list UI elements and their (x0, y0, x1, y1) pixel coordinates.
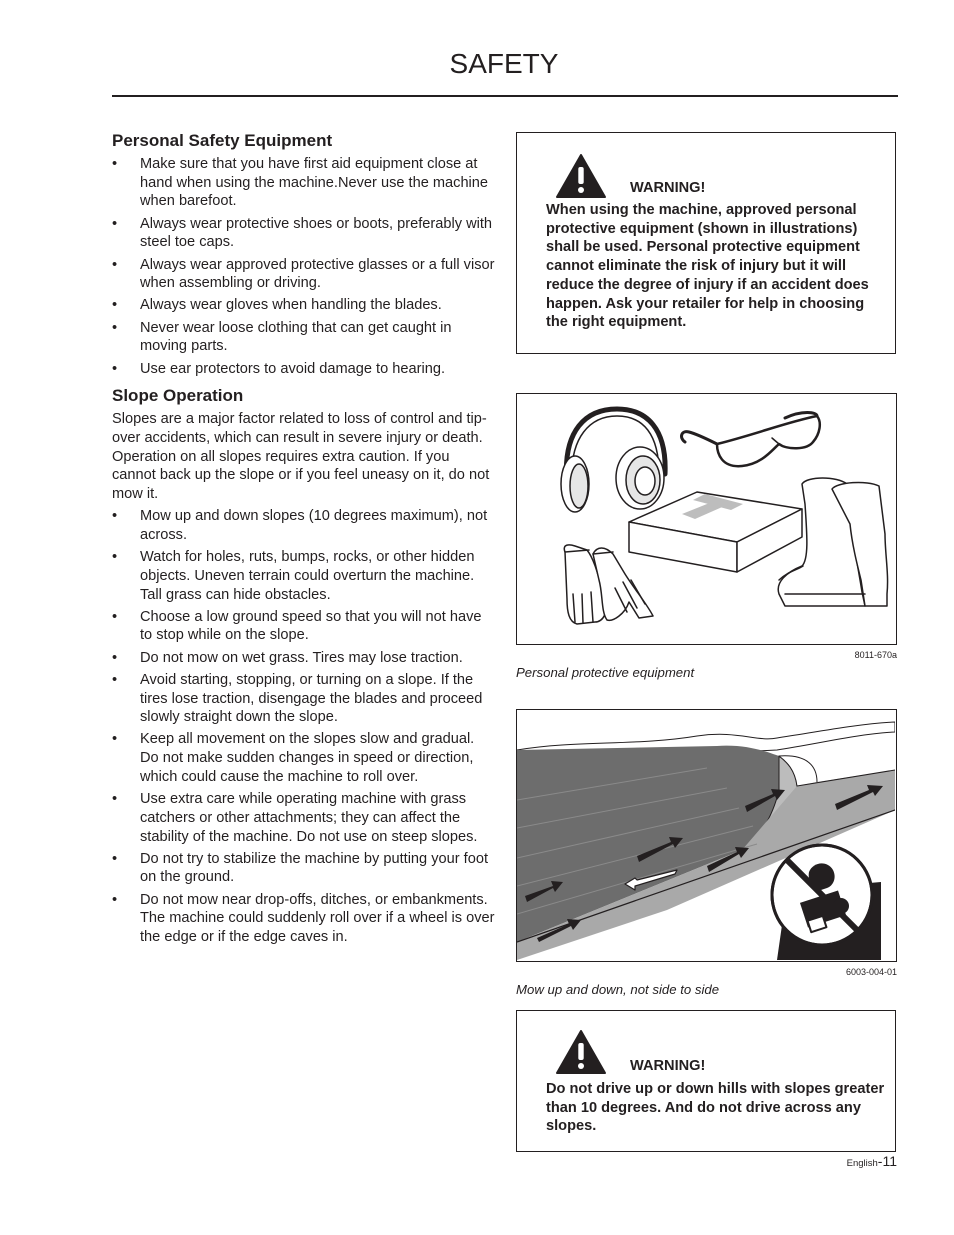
left-column (112, 131, 496, 950)
list-item: • Choose a low ground speed so that you will not have to stop while on the slope. (112, 608, 496, 645)
safety-glasses-icon (682, 413, 820, 467)
list-item: • Use ear protectors to avoid damage to hearing. (112, 360, 496, 379)
list-item: • Do not try to stabilize the machine by putting your foot on the ground. (112, 850, 496, 887)
slope-operation-intro: Slopes are a major factor related to loss of control and tip-over accidents, which can result in severe injury or death. Operation on all slopes requires extra caution. If you cannot back up the slope or if you feel uneasy on it, do not mow it. (112, 411, 490, 503)
warning-title: WARNING! (630, 180, 706, 196)
figure-code: 8011-670a (854, 650, 897, 660)
page-number-separator: - (877, 1153, 883, 1169)
boots-icon (778, 478, 887, 606)
warning-box-slope (516, 1010, 896, 1152)
warning-box-protective-equipment (516, 132, 896, 354)
slope-operation-list (112, 507, 496, 946)
list-item: • Do not mow near drop-offs, ditches, or embankments. The machine could suddenly roll over if a wheel is over the edge or if the edge caves in. (112, 891, 496, 947)
ear-protector-icon (561, 409, 665, 512)
page-number-value: 11 (882, 1153, 897, 1169)
slope-mowing-illustration (516, 709, 897, 962)
figure-caption: Personal protective equipment (516, 665, 695, 680)
list-item: • Watch for holes, ruts, bumps, rocks, or other hidden objects. Uneven terrain could overturn the machine. Tall grass can hide obstacles. (112, 548, 496, 604)
warning-title: WARNING! (630, 1058, 706, 1074)
first-aid-kit-icon (629, 492, 802, 572)
list-item: • Always wear protective shoes or boots, preferably with steel toe caps. (112, 215, 496, 252)
list-item: • Keep all movement on the slopes slow and gradual. Do not make sudden changes in speed or direction, which could cause the machine to roll over. (112, 730, 496, 786)
list-item: • Always wear approved protective glasses or a full visor when assembling or driving. (112, 256, 496, 293)
figure-caption: Mow up and down, not side to side (516, 982, 720, 997)
warning-text: Do not drive up or down hills with slopes greater than 10 degrees. And do not drive across any slopes. (546, 1081, 885, 1135)
slope-operation-heading: Slope Operation (112, 386, 244, 406)
page-number (847, 1153, 897, 1169)
page-title: SAFETY (449, 48, 559, 79)
list-item: • Use extra care while operating machine with grass catchers or other attachments; they can affect the stability of the machine. Do not use on steep slopes. (112, 790, 496, 846)
title-divider (112, 95, 898, 97)
list-item: • Always wear gloves when handling the blades. (112, 296, 496, 315)
list-item: • Make sure that you have first aid equipment close at hand when using the machine.Never use the machine when barefoot. (112, 155, 496, 211)
page-language: English (846, 1158, 878, 1169)
gloves-icon (564, 545, 653, 624)
personal-safety-heading: Personal Safety Equipment (112, 131, 333, 150)
warning-text: When using the machine, approved personal protective equipment (shown in illustrations) shall be used. Personal protective equipment cannot eliminate the risk of injury but it will reduce the degree of injury if an accident does happen. Ask your retailer for help in choosing the right equipment. (546, 202, 869, 331)
warning-triangle-icon (555, 1029, 607, 1075)
warning-triangle-icon (555, 153, 607, 199)
list-item: • Avoid starting, stopping, or turning on a slope. If the tires lose traction, disengage the blades and proceed slowly straight down the slope. (112, 671, 496, 727)
list-item: • Never wear loose clothing that can get caught in moving parts. (112, 319, 496, 356)
figure-code: 6003-004-01 (845, 967, 897, 977)
list-item: • Do not mow on wet grass. Tires may lose traction. (112, 649, 496, 668)
list-item: • Mow up and down slopes (10 degrees maximum), not across. (112, 507, 496, 544)
protective-equipment-illustration (516, 393, 897, 645)
personal-safety-list (112, 155, 496, 378)
